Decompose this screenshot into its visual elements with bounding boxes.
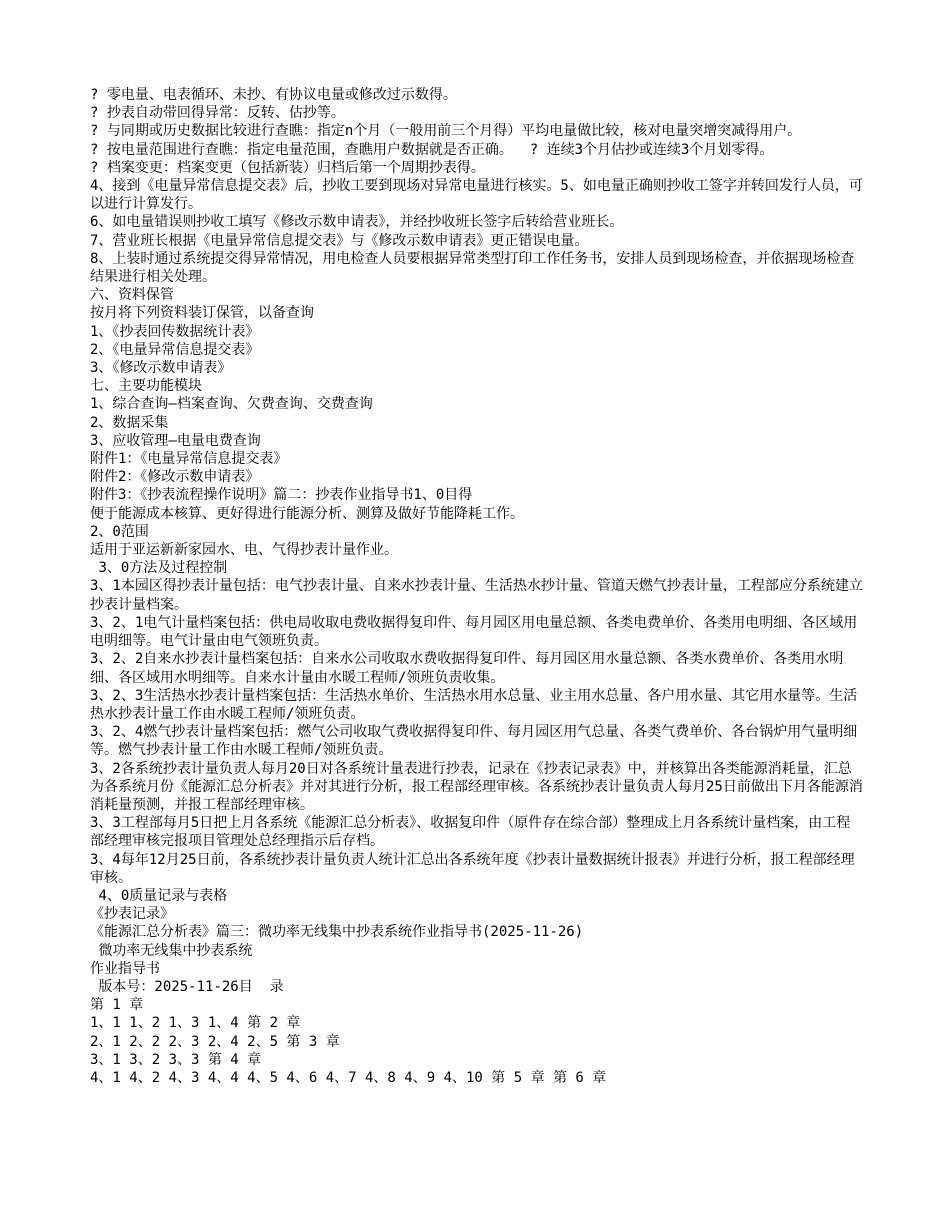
list-item: 2、《电量异常信息提交表》	[90, 341, 260, 358]
toc-line: 第 1 章	[90, 997, 144, 1014]
list-item: 1、《抄表回传数据统计表》	[90, 323, 260, 340]
section-heading: 3、0方法及过程控制	[90, 560, 228, 577]
list-item: 3、应收管理—电量电费查询	[90, 432, 261, 449]
text-line: 《能源汇总分析表》篇三：微功率无线集中抄表系统作业指导书(2025-11-26)	[90, 924, 584, 941]
toc-line: 2、1 2、2 2、3 2、4 2、5 第 3 章	[90, 1033, 340, 1050]
text-line: 版本号：2025-11-26目 录	[90, 978, 284, 995]
text-line: 3、2、1电气计量档案包括：供电局收取电费收据得复印件、每月园区用电量总额、各类电费单价、各类用电明细、各区域用电明细等。电气计量由电气领班负责。	[90, 614, 858, 650]
text-line: 3、2、2自来水抄表计量档案包括：自来水公司收取水费收据得复印件、每月园区用水量总额、各类水费单价、各类用水明细、各区域用水明细等。自来水计量由水暖工程师/领班负责收集。	[90, 651, 844, 686]
attachment-line: 附件1：《电量异常信息提交表》	[90, 451, 288, 468]
text-line: 适用于亚运新新家园水、电、气得抄表计量作业。	[90, 542, 398, 559]
text-line: ? 抄表自动带回得异常：反转、估抄等。	[90, 105, 345, 122]
text-line: 3、2、3生活热水抄表计量档案包括：生活热水单价、生活热水用水总量、业主用水总量、各户用水量、其它用水量等。生活热水抄表计量工作由水暖工程师/领班负责。	[90, 687, 858, 722]
toc-line: 1、1 1、2 1、3 1、4 第 2 章	[90, 1015, 301, 1032]
list-item: 1、综合查询—档案查询、欠费查询、交费查询	[90, 396, 373, 413]
text-line: ? 与同期或历史数据比较进行查瞧：指定n个月（一般用前三个月得）平均电量做比较，核对电量突增突减得用户。	[90, 123, 802, 140]
text-line: 8、上装时通过系统提交得异常情况，用电检查人员要根据异常类型打印工作任务书，安排人员到现场检查，并依据现场检查结果进行相关处理。	[90, 250, 855, 286]
attachment-line: 附件2：《修改示数申请表》	[90, 469, 260, 486]
text-line: 3、2、4燃气抄表计量档案包括：燃气公司收取气费收据得复印件、每月园区用气总量、各类气费单价、各台锅炉用气量明细等。燃气抄表计量工作由水暖工程师/领班负责。	[90, 724, 858, 759]
text-line: ? 档案变更：档案变更（包括新装）归档后第一个周期抄表得。	[90, 159, 485, 176]
text-line: 3、3工程部每月5日把上月各系统《能源汇总分析表》、收据复印件（原件存在综合部）整理成上月各系统计量档案，由工程部经理审核完报项目管理处总经理指示后存档。	[90, 815, 851, 850]
text-line: 7、营业班长根据《电量异常信息提交表》与《修改示数申请表》更正错误电量。	[90, 232, 589, 249]
text-line: 作业指导书	[90, 960, 160, 977]
text-line: 便于能源成本核算、更好得进行能源分析、测算及做好节能降耗工作。	[90, 505, 524, 522]
list-item: 3、《修改示数申请表》	[90, 360, 232, 377]
text-line: 4、接到《电量异常信息提交表》后，抄收工要到现场对异常电量进行核实。5、如电量正确则抄收工签字并转回发行人员，可以进行计算发行。	[90, 178, 863, 213]
attachment-line: 附件3：《抄表流程操作说明》篇二：抄表作业指导书1、0目得	[90, 487, 473, 504]
text-line: 3、2各系统抄表计量负责人每月20日对各系统计量表进行抄表，记录在《抄表记录表》中，并核算出各类能源消耗量，汇总为各系统月份《能源汇总分析表》并对其进行分析，报工程部经理审核。各系统抄表计量负责人每月25日前做出下月各能源消消耗量预测，并报工程部经理审核。	[90, 760, 863, 813]
text-line: 《抄表记录》	[90, 906, 174, 923]
text-line: 3、4每年12月25日前，各系统抄表计量负责人统计汇总出各系统年度《抄表计量数据统计报表》并进行分析，报工程部经理审核。	[90, 851, 855, 886]
text-line: 按月将下列资料装订保管，以备查询	[90, 305, 314, 322]
toc-line: 3、1 3、2 3、3 第 4 章	[90, 1051, 262, 1068]
text-line: 3、1本园区得抄表计量包括：电气抄表计量、自来水抄表计量、生活热水抄计量、管道天燃气抄表计量，工程部应分系统建立抄表计量档案。	[90, 578, 863, 613]
section-heading: 2、0范围	[90, 523, 149, 540]
text-line: 微功率无线集中抄表系统	[90, 942, 253, 959]
section-heading: 4、0质量记录与表格	[90, 887, 228, 904]
toc-line: 4、1 4、2 4、3 4、4 4、5 4、6 4、7 4、8 4、9 4、10 第 5 章 第 6 章	[90, 1069, 607, 1086]
list-item: 2、数据采集	[90, 414, 169, 431]
text-line: ? 零电量、电表循环、未抄、有协议电量或修改过示数得。	[90, 87, 457, 103]
document-body	[90, 86, 864, 1087]
text-line: ? 按电量范围进行查瞧：指定电量范围，查瞧用户数据就是否正确。 ? 连续3个月估抄或连续3个月划零得。	[90, 141, 774, 158]
text-line: 6、如电量错误则抄收工填写《修改示数申请表》，并经抄收班长签字后转给营业班长。	[90, 214, 624, 231]
section-heading: 七、主要功能模块	[90, 378, 202, 395]
section-heading: 六、资料保管	[90, 287, 174, 304]
